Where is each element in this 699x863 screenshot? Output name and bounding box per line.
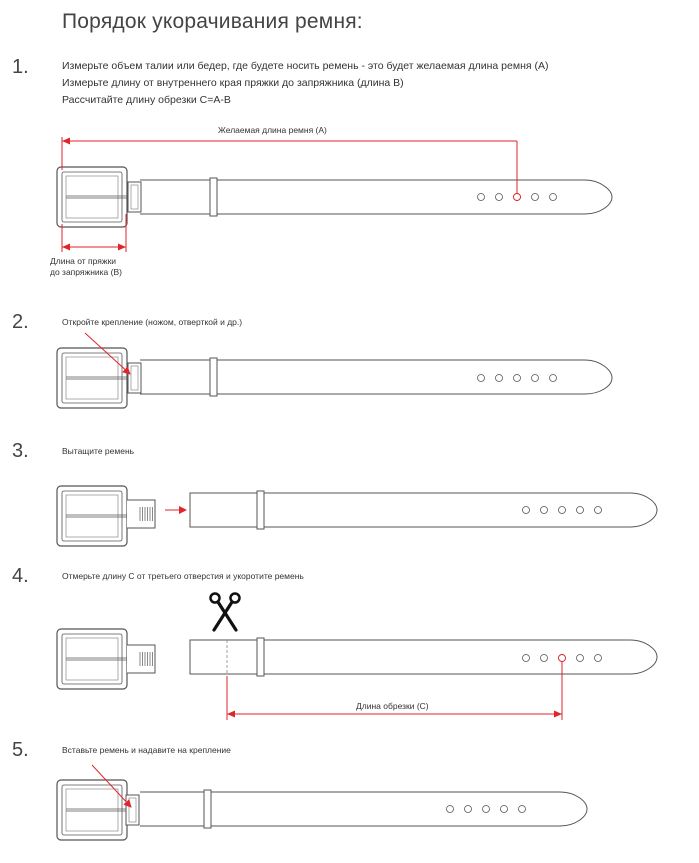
scissors-icon (211, 594, 240, 631)
page-title: Порядок укорачивания ремня: (62, 10, 363, 33)
belt-diagram-5 (57, 765, 587, 840)
step-4-number: 4. (12, 565, 29, 587)
step-3-text: Вытащите ремень (62, 446, 135, 456)
label-desired-length: Желаемая длина ремня (А) (218, 125, 327, 135)
step-1-line-2: Измерьте длину от внутреннего края пряжки до запряжника (длина В) (62, 77, 404, 89)
belt-diagram-2 (57, 333, 612, 408)
step-5-text: Вставьте ремень и надавите на крепление (62, 745, 231, 755)
step-1-number: 1. (12, 56, 29, 78)
step-1-line-1: Измерьте объем талии или бедер, где будете носить ремень - это будет желаемая длина ремня (А) (62, 60, 549, 72)
step-4-text: Отмерьте длину С от третьего отверстия и укоротите ремень (62, 571, 304, 581)
step-2-text: Откройте крепление (ножом, отверткой и др.) (62, 317, 243, 327)
label-cut-length: Длина обрезки (С) (356, 701, 429, 711)
step-1-line-3: Рассчитайте длину обрезки С=А-В (62, 94, 231, 106)
label-buckle-length-line-1: Длина от пряжки (50, 256, 117, 266)
label-buckle-length-line-2: до запряжника (В) (50, 267, 122, 277)
step-5-number: 5. (12, 739, 29, 761)
belt-diagram-4 (57, 594, 657, 721)
belt-diagram-3 (57, 486, 657, 546)
step-2-number: 2. (12, 311, 29, 333)
belt-diagram-1 (57, 137, 612, 252)
step-3-number: 3. (12, 440, 29, 462)
